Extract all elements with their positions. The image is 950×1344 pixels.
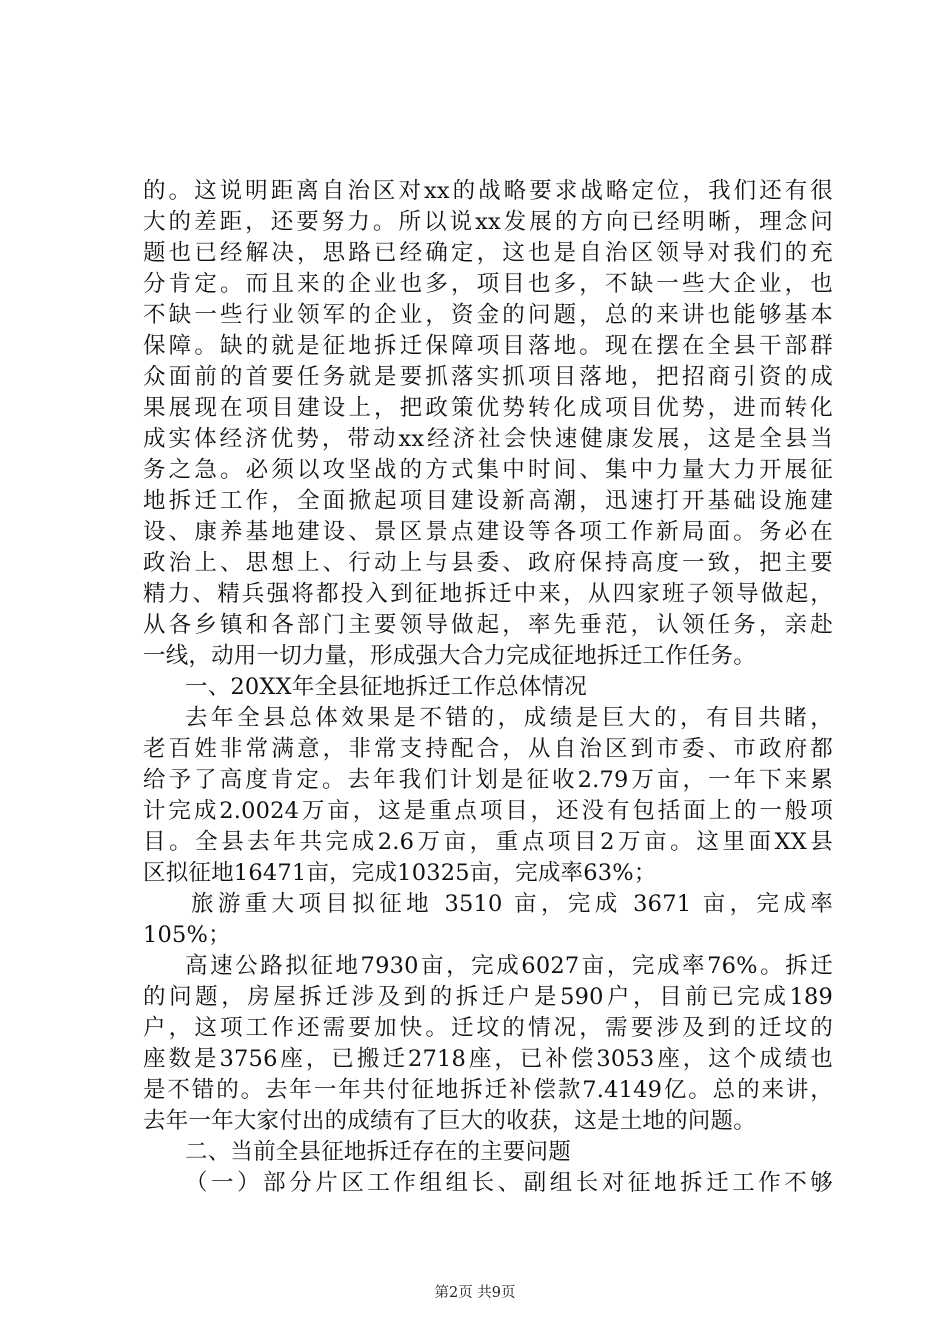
body-line: 座数是3756座，已搬迁2718座，已补偿3053座，这个成绩也 <box>143 1046 833 1072</box>
section-heading: 二、当前全县征地拆迁存在的主要问题 <box>185 1139 571 1165</box>
body-line: 果展现在项目建设上，把政策优势转化成项目优势，进而转化 <box>143 395 833 421</box>
body-line: 大的差距，还要努力。所以说xx发展的方向已经明晰，理念问 <box>143 209 833 235</box>
body-line: 去年一年大家付出的成绩有了巨大的收获，这是土地的问题。 <box>143 1108 756 1134</box>
body-line: 众面前的首要任务就是要抓落实抓项目落地，把招商引资的成 <box>143 364 833 390</box>
body-line: 去年全县总体效果是不错的，成绩是巨大的，有目共睹， <box>185 705 833 731</box>
body-line: 的问题，房屋拆迁涉及到的拆迁户是590户，目前已完成189 <box>143 984 833 1010</box>
body-line: 保障。缺的就是征地拆迁保障项目落地。现在摆在全县干部群 <box>143 333 833 359</box>
body-line: 设、康养基地建设、景区景点建设等各项工作新局面。务必在 <box>143 519 833 545</box>
body-line: 务之急。必须以攻坚战的方式集中时间、集中力量大力开展征 <box>143 457 833 483</box>
body-line: 目。全县去年共完成2.6万亩，重点项目2万亩。这里面XX县 <box>143 829 833 855</box>
body-line: 高速公路拟征地7930亩，完成6027亩，完成率76%。拆迁 <box>185 953 833 979</box>
body-line: 105%； <box>143 922 231 948</box>
body-line: 给予了高度肯定。去年我们计划是征收2.79万亩，一年下来累 <box>143 767 833 793</box>
body-line: 分肯定。而且来的企业也多，项目也多，不缺一些大企业，也 <box>143 271 833 297</box>
body-line: 计完成2.0024万亩，这是重点项目，还没有包括面上的一般项 <box>143 798 833 824</box>
body-line: 是不错的。去年一年共付征地拆迁补偿款7.4149亿。总的来讲， <box>143 1077 833 1103</box>
page-footer: 第2页 共9页 <box>434 1285 516 1301</box>
body-line: 老百姓非常满意，非常支持配合，从自治区到市委、市政府都 <box>143 736 833 762</box>
body-line: 政治上、思想上、行动上与县委、政府保持高度一致，把主要 <box>143 550 833 576</box>
body-line: 精力、精兵强将都投入到征地拆迁中来，从四家班子领导做起， <box>143 581 833 607</box>
body-line: 的。这说明距离自治区对xx的战略要求战略定位，我们还有很 <box>143 178 833 204</box>
body-line: 不缺一些行业领军的企业，资金的问题，总的来讲也能够基本 <box>143 302 833 328</box>
body-line: 旅游重大项目拟征地 3510 亩，完成 3671 亩，完成率 <box>191 891 833 917</box>
section-heading: 一、20XX年全县征地拆迁工作总体情况 <box>185 674 587 700</box>
body-line: 成实体经济优势，带动xx经济社会快速健康发展，这是全县当 <box>143 426 833 452</box>
body-line: 地拆迁工作，全面掀起项目建设新高潮，迅速打开基础设施建 <box>143 488 833 514</box>
body-line: 从各乡镇和各部门主要领导做起，率先垂范，认领任务，亲赴 <box>143 612 833 638</box>
body-line: （一）部分片区工作组组长、副组长对征地拆迁工作不够 <box>185 1170 833 1196</box>
body-line: 户，这项工作还需要加快。迁坟的情况，需要涉及到的迁坟的 <box>143 1015 833 1041</box>
body-line: 区拟征地16471亩，完成10325亩，完成率63%； <box>143 860 657 886</box>
body-line: 题也已经解决，思路已经确定，这也是自治区领导对我们的充 <box>143 240 833 266</box>
body-line: 一线，动用一切力量，形成强大合力完成征地拆迁工作任务。 <box>143 643 756 669</box>
document-body <box>143 176 833 1199</box>
